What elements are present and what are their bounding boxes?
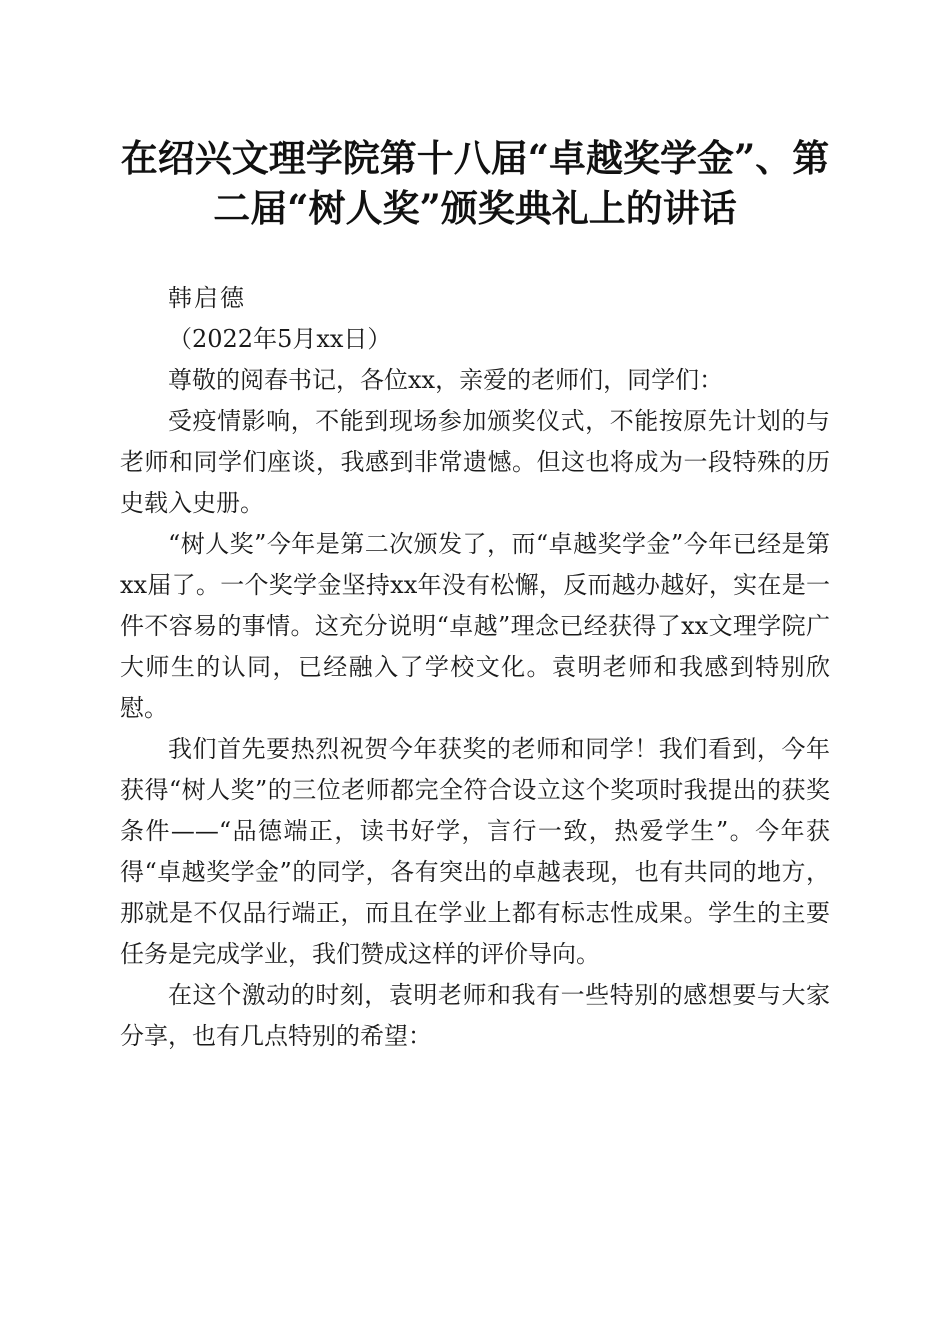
author-name: 韩启德 xyxy=(168,284,246,312)
document-body xyxy=(120,278,830,1057)
paragraph: 受疫情影响，不能到现场参加颁奖仪式，不能按原先计划的与老师和同学们座谈，我感到非常遗憾。但这也将成为一段特殊的历史载入史册。 xyxy=(120,407,830,517)
paragraph: “树人奖”今年是第二次颁发了，而“卓越奖学金”今年已经是第xx届了。一个奖学金坚持xx年没有松懈，反而越办越好，实在是一件不容易的事情。这充分说明“卓越”理念已经获得了xx文理学院广大师生的认同，已经融入了学校文化。袁明老师和我感到特别欣慰。 xyxy=(120,530,830,722)
paragraph: 我们首先要热烈祝贺今年获奖的老师和同学！我们看到，今年获得“树人奖”的三位老师都完全符合设立这个奖项时我提出的获奖条件——“品德端正，读书好学，言行一致，热爱学生”。今年获得“卓越奖学金”的同学，各有突出的卓越表现，也有共同的地方，那就是不仅品行端正，而且在学业上都有标志性成果。学生的主要任务是完成学业，我们赞成这样的评价导向。 xyxy=(120,735,830,968)
salutation: 尊敬的阅春书记，各位xx，亲爱的老师们，同学们： xyxy=(168,366,724,394)
paragraph: 在这个激动的时刻，袁明老师和我有一些特别的感想要与大家分享，也有几点特别的希望： xyxy=(120,981,830,1050)
speech-date: （2022年5月xx日） xyxy=(168,325,392,353)
document-title: 在绍兴文理学院第十八届“卓越奖学金”、第二届“树人奖”颁奖典礼上的讲话 xyxy=(120,136,830,230)
